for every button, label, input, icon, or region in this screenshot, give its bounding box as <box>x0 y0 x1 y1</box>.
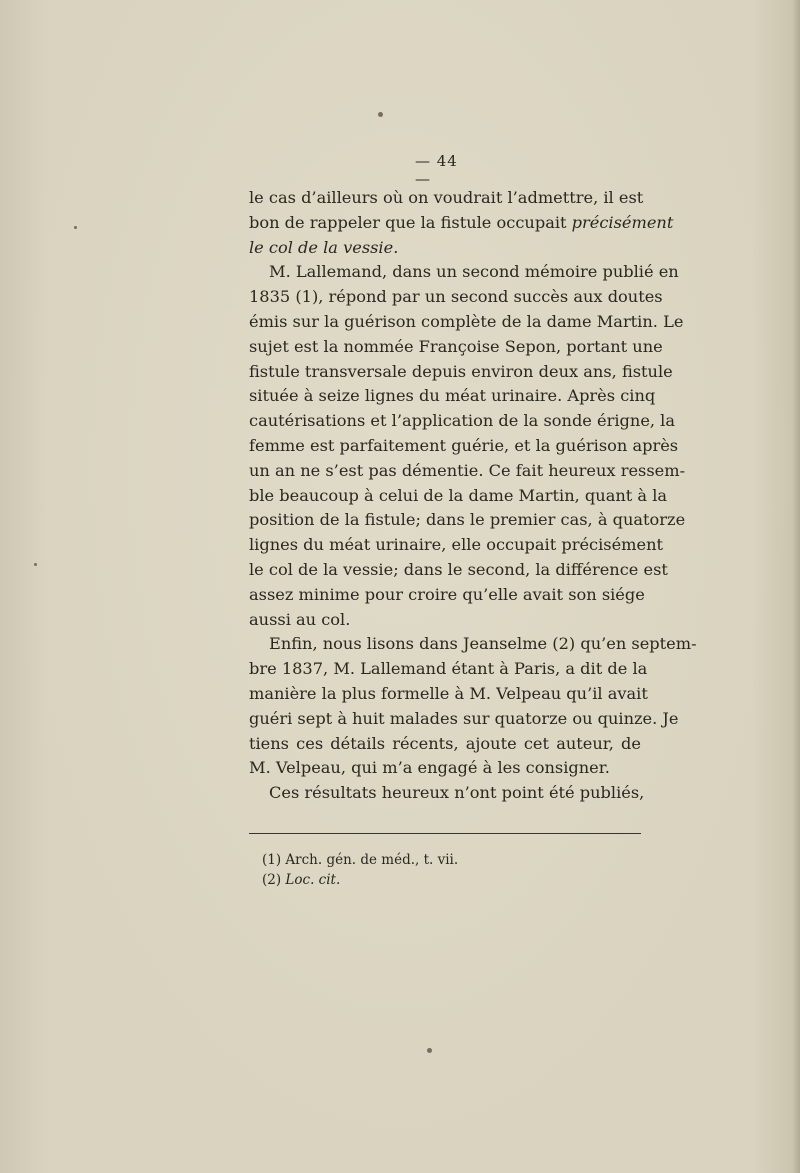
text-run: 1835 (1), répond par un second succès aux doutes <box>249 287 663 307</box>
footnotes <box>262 850 642 890</box>
text-line <box>249 608 641 633</box>
text-line <box>249 707 679 732</box>
text-run: bre 1837, M. Lallemand étant à Paris, a dit de la <box>249 659 648 679</box>
text-run: position de la fistule; dans le premier cas, à quatorze <box>249 510 686 530</box>
page-number: — 44 — <box>415 152 458 188</box>
body-text <box>249 186 697 806</box>
text-run: tiens ces détails récents, ajoute cet auteur, de <box>249 733 641 753</box>
text-run: bon de rappeler que la fistule occupait <box>249 212 572 232</box>
text-run: un an ne s’est pas démentie. Ce fait heureux ressem- <box>249 460 686 480</box>
text-run: précisément <box>571 212 674 232</box>
text-run: Enfin, nous lisons dans Jeanselme (2) qu’en septem- <box>269 634 697 654</box>
text-run: manière la plus formelle à M. Velpeau qu’il avait <box>249 683 648 703</box>
text-line <box>249 409 676 434</box>
text-line <box>249 657 648 682</box>
text-line <box>249 756 641 781</box>
text-run: fistule transversale depuis environ deux ans, fistule <box>249 361 673 381</box>
text-line <box>249 558 668 583</box>
text-line <box>249 632 697 657</box>
text-run: le col de la vessie. <box>249 237 399 257</box>
text-run: guéri sept à huit malades sur quatorze ou quinze. Je <box>249 708 679 728</box>
text-line <box>249 310 684 335</box>
paper-speck <box>427 1048 432 1053</box>
text-line <box>249 508 686 533</box>
text-line <box>249 211 674 236</box>
text-run: le cas d’ailleurs où on voudrait l’admettre, il est <box>249 188 644 207</box>
text-run: lignes du méat urinaire, elle occupait précisément <box>249 535 664 555</box>
text-run: émis sur la guérison complète de la dame Martin. Le <box>249 311 684 331</box>
text-run: Loc. cit. <box>285 872 341 888</box>
text-run: sujet est la nommée Françoise Sepon, portant une <box>249 336 663 356</box>
text-run: assez minime pour croire qu’elle avait son siége <box>249 584 645 604</box>
footnote <box>262 870 642 890</box>
text-run: cautérisations et l’application de la sonde érigne, la <box>249 411 676 431</box>
text-line <box>249 484 668 509</box>
text-line <box>249 459 686 484</box>
text-line <box>249 682 648 707</box>
text-run: M. Velpeau, qui m’a engagé à les consigner. <box>249 758 610 778</box>
footnote <box>262 850 642 870</box>
text-line <box>249 434 679 459</box>
text-line <box>249 533 664 558</box>
paper-speck <box>378 112 383 117</box>
paper-speck <box>34 563 37 566</box>
text-line <box>249 732 641 757</box>
text-run: (1) Arch. gén. de méd., t. vii. <box>262 852 459 868</box>
text-line <box>249 360 673 385</box>
text-line <box>249 186 644 211</box>
text-line <box>249 583 645 608</box>
text-run: aussi au col. <box>249 609 351 629</box>
text-run: Ces résultats heureux n’ont point été publiés, <box>269 783 645 803</box>
text-run: femme est parfaitement guérie, et la guérison après <box>249 435 679 455</box>
text-run: M. Lallemand, dans un second mémoire publié en <box>269 262 679 282</box>
text-line <box>249 781 645 806</box>
text-line <box>249 260 679 285</box>
text-line <box>249 236 641 261</box>
text-run: (2) <box>262 872 286 888</box>
text-line <box>249 335 663 360</box>
text-run: le col de la vessie; dans le second, la différence est <box>249 559 668 579</box>
page-edge-shadow <box>792 0 800 1173</box>
paper-speck <box>74 226 77 229</box>
text-line <box>249 285 663 310</box>
footnote-rule <box>249 833 641 834</box>
text-run: ble beaucoup à celui de la dame Martin, quant à la <box>249 485 668 505</box>
text-line <box>249 384 656 409</box>
text-run: située à seize lignes du méat urinaire. Après cinq <box>249 386 656 406</box>
